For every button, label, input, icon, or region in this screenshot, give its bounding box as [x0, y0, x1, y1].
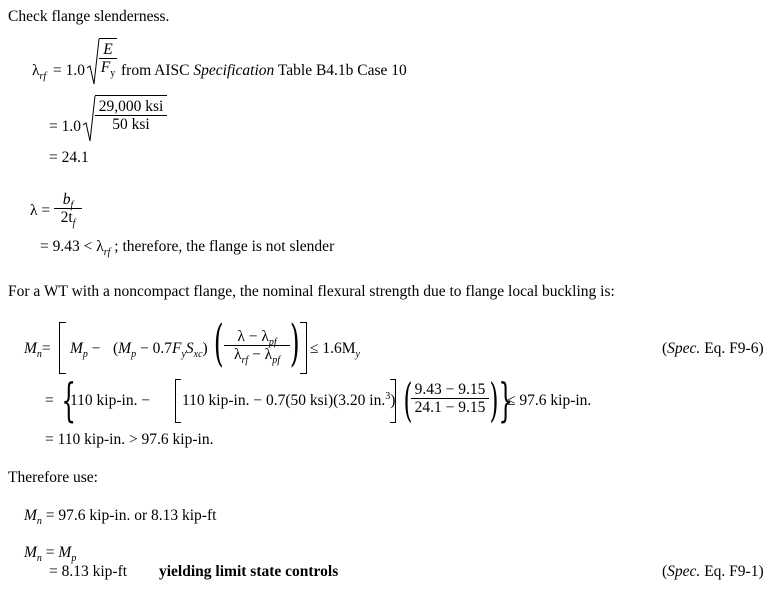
big-bracket-left — [59, 322, 66, 374]
big-bracket-right — [300, 322, 307, 374]
frac-e-den: $F_y$ — [100, 59, 116, 80]
mn-equals-mp: $M_n = M_p$ — [24, 544, 77, 565]
spec-ref-f9-6: (Spec. Eq. F9-6) — [662, 340, 764, 357]
eq3-result: = 24.1 — [49, 149, 89, 166]
frac-lambda-den: $\lambda_{rf} - \lambda_{pf}$ — [224, 345, 290, 363]
lambda-label: λ = — [30, 202, 51, 219]
lambda-rf-sub: rf — [39, 71, 47, 83]
fraction-eq5 — [411, 381, 489, 416]
paren-close-big: ) — [289, 314, 300, 372]
mn-label: $M_n=$ — [24, 340, 51, 361]
frac-bf: $b_f$ — [62, 191, 74, 212]
paren-term: $(M_p - 0.7F_yS_{xc})$ — [113, 340, 208, 361]
frac-eq5-den: 24.1 − 9.15 — [411, 398, 489, 416]
paren-open-big: ( — [213, 314, 224, 372]
lambda-rf-symbol — [32, 62, 47, 83]
eq7-text: = 8.13 kip-ft — [49, 563, 128, 580]
paren-eq5-close: ) — [489, 373, 499, 427]
brace-close: } — [498, 373, 513, 427]
eq5-part-b: 110 kip-in. − 0.7(50 ksi)(3.20 in.$^3$) — [182, 390, 396, 409]
frac-lambda-num: $\lambda - \lambda_{pf}$ — [237, 328, 277, 349]
spec-ref-f9-1: (Spec. Eq. F9-1) — [662, 563, 764, 580]
mn-result: $M_n = 97.6$ kip-in. or 8.13 kip-ft — [24, 507, 217, 528]
fraction-29000-50 — [95, 98, 167, 133]
sqrt-sign-2 — [82, 95, 96, 143]
eq2-coeff: = 1.0 — [49, 118, 81, 135]
eq1-coeff: = 1.0 — [53, 62, 85, 79]
frac-e-num: E — [103, 41, 113, 58]
sqrt-sign-1 — [86, 38, 100, 86]
therefore-text: Therefore use: — [8, 469, 98, 486]
bracket-eq5-right — [390, 379, 396, 423]
bracket-eq5-left — [175, 379, 181, 423]
lambda-symbol: λ — [32, 62, 40, 79]
controls-text: yielding limit state controls — [159, 563, 339, 580]
brace-open: { — [61, 373, 76, 427]
eq5-part-a: 110 kip-in. − — [70, 392, 151, 409]
fraction-lambda — [224, 328, 290, 367]
eq5-part-d: ≤ 97.6 kip-in. — [507, 392, 592, 409]
intro-text: Check flange slenderness. — [8, 8, 170, 25]
eq5-equals: = — [45, 392, 54, 409]
sqrt-bar-2 — [95, 95, 167, 96]
mp-term: $M_p$ − — [70, 340, 101, 361]
sqrt-bar-1 — [99, 38, 117, 39]
frac-29000: 29,000 ksi — [98, 98, 164, 115]
eq4-text: = $9.43 < \lambda_{rf}$ ; therefore, the flange is not slender — [40, 238, 335, 259]
frac-2tf: $2t_f$ — [54, 208, 82, 226]
eq6-text: = 110 kip-in. > 97.6 kip-in. — [45, 431, 214, 448]
frac-eq5-num: 9.43 − 9.15 — [414, 381, 486, 398]
paren-eq5-open: ( — [403, 373, 413, 427]
fraction-e-fy — [99, 41, 117, 80]
spec-reference-text: from AISC Specification Table B4.1b Case 10 — [121, 62, 407, 79]
fraction-bf-2tf — [54, 191, 82, 230]
paragraph-noncompact: For a WT with a noncompact flange, the nominal flexural strength due to flange local buckling is: — [8, 283, 615, 300]
le-term: ≤ $1.6M_y$ — [310, 340, 360, 361]
frac-50ksi: 50 ksi — [95, 115, 167, 133]
